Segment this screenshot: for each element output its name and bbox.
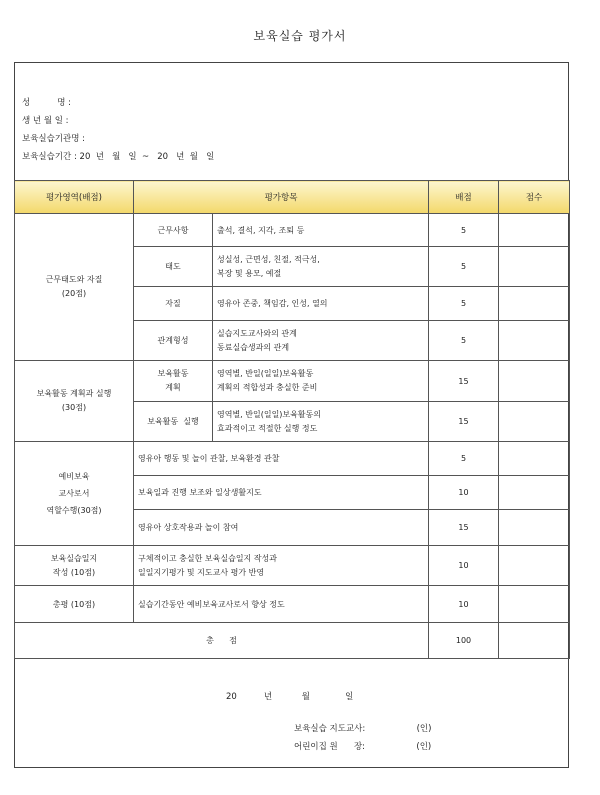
evaluation-table xyxy=(14,180,570,659)
item-desc-cell: 영역별, 반일(일일)보육활동의 효과적이고 적절한 실행 정도 xyxy=(213,402,429,442)
sub-item-cell: 자질 xyxy=(134,287,213,321)
score-input-cell[interactable] xyxy=(499,586,570,623)
score-input-cell[interactable] xyxy=(499,247,570,287)
item-desc-cell: 영역별, 반일(일일)보육활동 계획의 적합성과 충실한 준비 xyxy=(213,361,429,402)
sub-item-cell: 보육활동 계획 xyxy=(134,361,213,402)
points-cell: 5 xyxy=(429,321,499,361)
header-area: 평가영역(배점) xyxy=(15,181,134,214)
score-input-cell[interactable] xyxy=(499,402,570,442)
points-cell: 5 xyxy=(429,247,499,287)
points-cell: 5 xyxy=(429,442,499,476)
header-score: 점수 xyxy=(499,181,570,214)
area-cell: 근무태도와 자질 (20점) xyxy=(15,214,134,361)
area-cell: 보육실습일지 작성 (10점) xyxy=(15,546,134,586)
institution-field-label: 보육실습기관명 : xyxy=(22,134,86,144)
area-cell: 보육활동 계획과 실행 (30점) xyxy=(15,361,134,442)
total-row xyxy=(15,623,570,659)
birth-field-label: 생 년 월 일 : xyxy=(22,116,69,126)
total-points: 100 xyxy=(429,623,499,659)
page-title: 보육실습 평가서 xyxy=(253,29,347,43)
area-cell: 예비보육 교사로서 역할수행(30점) xyxy=(15,442,134,546)
sub-item-cell: 보육활동 실행 xyxy=(134,402,213,442)
item-desc-cell: 보육일과 진행 보조와 일상생활지도 xyxy=(134,476,429,510)
table-row xyxy=(15,546,570,586)
score-input-cell[interactable] xyxy=(499,321,570,361)
item-desc-cell: 영유아 행동 및 놀이 관찰, 보육환경 관찰 xyxy=(134,442,429,476)
header-points: 배점 xyxy=(429,181,499,214)
sub-item-cell: 관계형성 xyxy=(134,321,213,361)
table-row xyxy=(15,442,570,476)
item-desc-cell: 성실성, 근면성, 친절, 적극성, 복장 및 용모, 예절 xyxy=(213,247,429,287)
score-input-cell[interactable] xyxy=(499,476,570,510)
points-cell: 10 xyxy=(429,546,499,586)
points-cell: 5 xyxy=(429,287,499,321)
total-label: 총 점 xyxy=(15,623,429,659)
score-input-cell[interactable] xyxy=(499,361,570,402)
item-desc-cell: 구체적이고 충실한 보육실습일지 작성과 일일지기평가 및 지도교사 평가 반영 xyxy=(134,546,429,586)
points-cell: 15 xyxy=(429,510,499,546)
area-cell: 총평 (10점) xyxy=(15,586,134,623)
student-info xyxy=(22,94,214,166)
period-field-label: 보육실습기간 : 20 년 월 일 ~ 20 년 월 일 xyxy=(22,152,215,162)
item-desc-cell: 영유아 존중, 책임감, 인성, 열의 xyxy=(213,287,429,321)
table-row xyxy=(15,586,570,623)
sub-item-cell: 태도 xyxy=(134,247,213,287)
total-score-cell[interactable] xyxy=(499,623,570,659)
name-field-label: 성 명 : xyxy=(22,98,72,108)
score-input-cell[interactable] xyxy=(499,214,570,247)
item-desc-cell: 실습지도교사와의 관계 동료실습생과의 관계 xyxy=(213,321,429,361)
points-cell: 10 xyxy=(429,586,499,623)
item-desc-cell: 영유아 상호작용과 놀이 참여 xyxy=(134,510,429,546)
item-desc-cell: 출석, 결석, 지각, 조퇴 등 xyxy=(213,214,429,247)
table-header-row xyxy=(15,181,570,214)
points-cell: 10 xyxy=(429,476,499,510)
header-items: 평가항목 xyxy=(134,181,429,214)
score-input-cell[interactable] xyxy=(499,287,570,321)
points-cell: 15 xyxy=(429,361,499,402)
table-row xyxy=(15,214,570,247)
sub-item-cell: 근무사항 xyxy=(134,214,213,247)
item-desc-cell: 실습기간동안 예비보육교사로서 향상 정도 xyxy=(134,586,429,623)
score-input-cell[interactable] xyxy=(499,510,570,546)
teacher-signature-line: 보육실습 지도교사: (인) xyxy=(294,724,432,734)
table-row xyxy=(15,361,570,402)
score-input-cell[interactable] xyxy=(499,442,570,476)
points-cell: 15 xyxy=(429,402,499,442)
score-input-cell[interactable] xyxy=(499,546,570,586)
points-cell: 5 xyxy=(429,214,499,247)
director-signature-line: 어린이집 원 장: (인) xyxy=(294,742,432,752)
signature-date: 20 년 월 일 xyxy=(226,692,354,702)
